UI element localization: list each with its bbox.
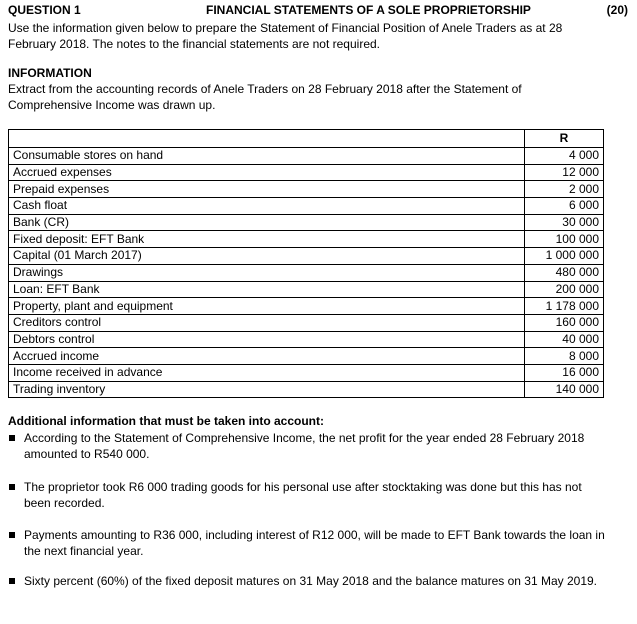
- account-amount: 16 000: [525, 364, 604, 381]
- account-amount: 100 000: [525, 231, 604, 248]
- account-label: Accrued income: [9, 348, 525, 365]
- account-label: Fixed deposit: EFT Bank: [9, 231, 525, 248]
- account-amount: 1 000 000: [525, 248, 604, 265]
- question-number: QUESTION 1: [8, 3, 81, 17]
- bullet-icon: [9, 578, 15, 584]
- table-row: [9, 164, 604, 181]
- table-row: [9, 281, 604, 298]
- table-row: [9, 364, 604, 381]
- account-label: Trading inventory: [9, 381, 525, 398]
- table-row: [9, 148, 604, 165]
- table-row: [9, 298, 604, 315]
- instructions-text: Use the information given below to prepare the Statement of Financial Position of Anele Traders as at 28 February 2018. The notes to the financial statements are not required.: [8, 21, 563, 51]
- information-text: Extract from the accounting records of Anele Traders on 28 February 2018 after the Statement of Comprehensive Income was drawn up.: [8, 82, 522, 112]
- question-header: [8, 3, 628, 19]
- account-label: Prepaid expenses: [9, 181, 525, 198]
- amount-column-header: R: [525, 130, 604, 148]
- account-amount: 4 000: [525, 148, 604, 165]
- account-label: Consumable stores on hand: [9, 148, 525, 165]
- additional-info-item: [8, 527, 608, 559]
- account-amount: 480 000: [525, 264, 604, 281]
- account-amount: 2 000: [525, 181, 604, 198]
- additional-info-item: [8, 430, 608, 462]
- table-row: [9, 381, 604, 398]
- account-label: Property, plant and equipment: [9, 298, 525, 315]
- table-body: [9, 148, 604, 398]
- account-label: Accrued expenses: [9, 164, 525, 181]
- account-label: Creditors control: [9, 314, 525, 331]
- table-row: [9, 331, 604, 348]
- table-row: [9, 231, 604, 248]
- additional-info-text: The proprietor took R6 000 trading goods for his personal use after stocktaking was done but this has not been recorded.: [24, 480, 582, 510]
- account-label: Loan: EFT Bank: [9, 281, 525, 298]
- additional-info-text: According to the Statement of Comprehensive Income, the net profit for the year ended 28 February 2018 amounted to R540 000.: [24, 431, 585, 461]
- account-amount: 30 000: [525, 214, 604, 231]
- additional-info-heading: Additional information that must be taken into account:: [8, 414, 325, 428]
- account-label: Bank (CR): [9, 214, 525, 231]
- account-amount: 12 000: [525, 164, 604, 181]
- account-amount: 200 000: [525, 281, 604, 298]
- additional-info-text: Payments amounting to R36 000, including interest of R12 000, will be made to EFT Bank towards the loan in the next financial year.: [24, 528, 605, 558]
- account-amount: 1 178 000: [525, 298, 604, 315]
- additional-info-text: Sixty percent (60%) of the fixed deposit matures on 31 May 2018 and the balance matures on 31 May 2019.: [24, 574, 598, 588]
- table-row: [9, 348, 604, 365]
- table-row: [9, 248, 604, 265]
- bullet-icon: [9, 484, 15, 490]
- accounts-table: [8, 129, 604, 398]
- account-label: Cash float: [9, 198, 525, 215]
- account-amount: 160 000: [525, 314, 604, 331]
- account-label: Debtors control: [9, 331, 525, 348]
- account-amount: 6 000: [525, 198, 604, 215]
- account-amount: 40 000: [525, 331, 604, 348]
- account-label: Income received in advance: [9, 364, 525, 381]
- bullet-icon: [9, 435, 15, 441]
- account-amount: 8 000: [525, 348, 604, 365]
- question-title: FINANCIAL STATEMENTS OF A SOLE PROPRIETORSHIP: [206, 3, 531, 17]
- bullet-icon: [9, 532, 15, 538]
- question-marks: (20): [606, 3, 628, 17]
- table-row: [9, 214, 604, 231]
- table-row: [9, 314, 604, 331]
- account-label: Capital (01 March 2017): [9, 248, 525, 265]
- table-header-label-cell: [9, 130, 525, 148]
- information-heading: INFORMATION: [8, 66, 92, 80]
- additional-info-item: [8, 479, 608, 511]
- table-row: [9, 198, 604, 215]
- additional-info-item: [8, 573, 608, 589]
- account-amount: 140 000: [525, 381, 604, 398]
- table-header-row: [9, 130, 604, 148]
- table-row: [9, 181, 604, 198]
- table-row: [9, 264, 604, 281]
- account-label: Drawings: [9, 264, 525, 281]
